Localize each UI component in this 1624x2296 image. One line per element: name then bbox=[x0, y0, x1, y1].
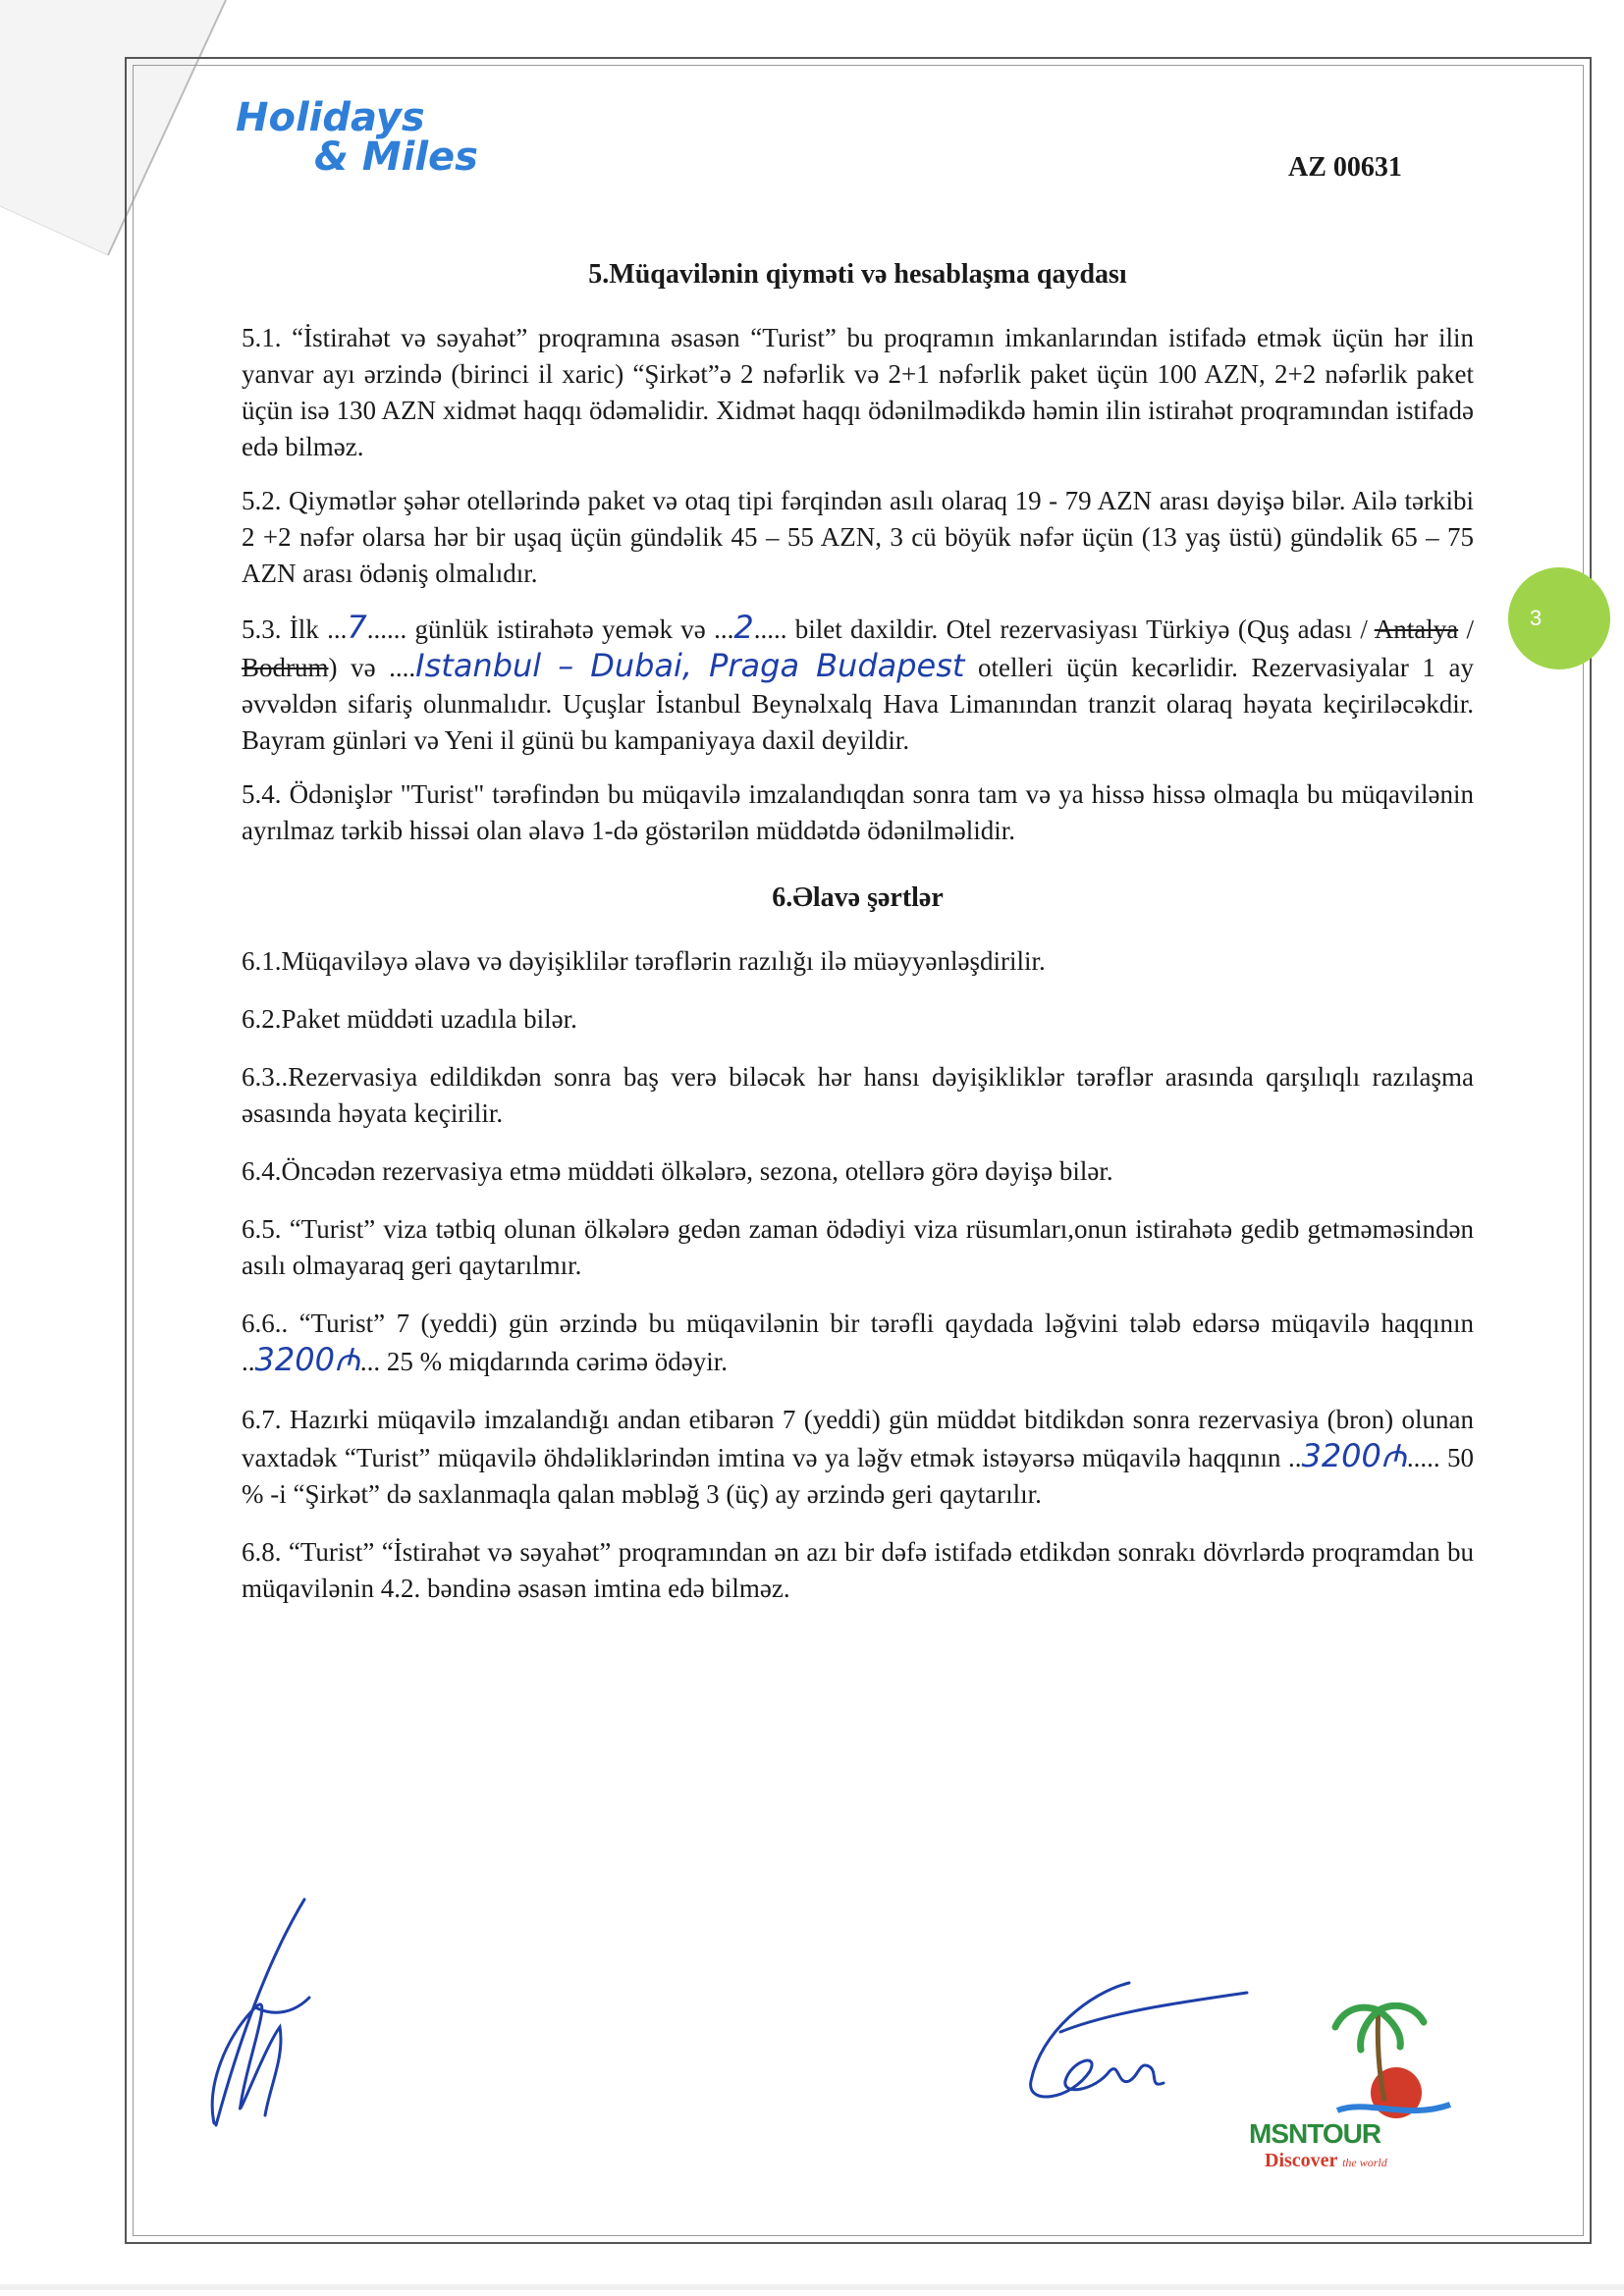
clause-5-3-text-4: / bbox=[1458, 614, 1474, 644]
handwritten-amount-6-7: 3200₼ bbox=[1301, 1437, 1407, 1474]
logo-line-1: Holidays bbox=[236, 95, 425, 140]
contract-body bbox=[242, 257, 1474, 1629]
page-number-badge bbox=[1508, 567, 1610, 669]
clause-5-3-text-2: ...... günlük istirahətə yemək və ... bbox=[366, 614, 734, 644]
struck-antalya: Antalya bbox=[1374, 614, 1459, 644]
page-number: 3 bbox=[1530, 606, 1543, 630]
clause-5-3-text-6: otelleri üçün kecərlidir. Rezervasiyalar 1 ay əvvəldən sifariş olunmalıdır. Uçuşlar İstanbul Beynəlxalq Hava Limanından tranzit olaraq həyata keçiriləcəkdir. Bayram günləri və Yeni il günü bu kampaniyaya daxil deyildir. bbox=[242, 653, 1474, 755]
clause-6-3: 6.3..Rezervasiya edildikdən sonra baş verə biləcək hər hansı dəyişikliklər tərəflər arasında qarşılıqlı razılaşma əsasında həyata keçirilir. bbox=[242, 1062, 1474, 1128]
clause-6-6-text-1: 6.6.. “Turist” 7 (yeddi) gün ərzində bu müqavilənin bir tərəfli qaydada ləğvini tələb edərsə müqavilə haqqının .. bbox=[242, 1308, 1474, 1376]
clause-6-2: 6.2.Paket müddəti uzadıla bilər. bbox=[242, 1004, 577, 1034]
clause-6-1: 6.1.Müqaviləyə əlavə və dəyişiklilər tərəflərin razılığı ilə müəyyənləşdirilir. bbox=[242, 946, 1046, 976]
stamp-brand-name: MSNTOUR bbox=[1249, 2118, 1381, 2149]
clause-6-7 bbox=[242, 1402, 1474, 1513]
stamp-tagline-main: Discover bbox=[1265, 2150, 1338, 2171]
section-5-title: 5.Müqavilənin qiyməti və hesablaşma qaydası bbox=[588, 259, 1127, 290]
signature-right bbox=[1001, 1973, 1267, 2120]
stamp-tagline-small: the world bbox=[1342, 2156, 1387, 2169]
clause-6-6-text-2: ... 25 % miqdarında cərimə ödəyir. bbox=[359, 1347, 728, 1376]
clause-5-2: 5.2. Qiymətlər şəhər otellərində paket və otaq tipi fərqindən asılı olaraq 19 - 79 AZN arası dəyişə bilər. Ailə tərkibi 2 +2 nəfər olarsa hər bir uşaq üçün gündəlik 45 – 55 AZN, 3 cü böyük nəfər üçün (13 yaş üstü) gündəlik 65 – 75 AZN arası ödəniş olmalıdır. bbox=[242, 486, 1474, 588]
clause-6-6 bbox=[242, 1306, 1474, 1380]
stamp-tagline bbox=[1265, 2150, 1387, 2172]
palm-sun-icon bbox=[1249, 2002, 1455, 2120]
struck-bodrum: Bodrum bbox=[242, 653, 329, 682]
clause-5-3-text-1: 5.3. İlk ... bbox=[242, 614, 348, 644]
handwritten-amount-6-6: 3200₼ bbox=[254, 1341, 360, 1378]
signature-left bbox=[187, 1890, 334, 2145]
handwritten-days: 7 bbox=[347, 609, 367, 646]
clause-6-7-text-2: ..... 50 % -i “Şirkət” də saxlanmaqla qalan məbləğ 3 (üç) ay ərzində geri qaytarılır. bbox=[242, 1443, 1474, 1509]
clause-5-3 bbox=[242, 610, 1474, 759]
clause-6-7-text-1: 6.7. Hazırki müqavilə imzalandığı andan etibarən 7 (yeddi) gün müddət bitdikdən sonra rezervasiya (bron) olunan vaxtadək “Turist” müqavilə öhdəliklərindən imtina və ya ləğv etmək istəyərsə müqavilə haqqının .. bbox=[242, 1405, 1474, 1472]
document-number: AZ 00631 bbox=[1288, 152, 1402, 183]
msntour-stamp bbox=[1249, 2002, 1455, 2189]
handwritten-tickets: 2 bbox=[733, 609, 754, 646]
handwritten-cities: Istanbul – Dubai, Praga Budapest bbox=[415, 647, 965, 684]
clause-6-8: 6.8. “Turist” “İstirahət və səyahət” proqramından ən azı bir dəfə istifadə etdikdən sonrakı dövrlərdə proqramdan bu müqavilənin 4.2. bəndinə əsasən imtina edə bilməz. bbox=[242, 1537, 1474, 1603]
clause-6-5: 6.5. “Turist” viza tətbiq olunan ölkələrə gedən zaman ödədiyi viza rüsumları,onun istirahətə gedib getməməsindən asılı olmayaraq geri qaytarılmır. bbox=[242, 1214, 1474, 1280]
clause-5-3-text-5: ) və .... bbox=[328, 653, 416, 682]
clause-5-1: 5.1. “İstirahət və səyahət” proqramına əsasən “Turist” bu proqramın imkanlarından istifadə etmək üçün hər ilin yanvar ayı ərzində (birinci il xaric) “Şirkət”ə 2 nəfərlik və 2+1 nəfərlik paket üçün 100 AZN, 2+2 nəfərlik paket üçün isə 130 AZN xidmət haqqı ödəməlidir. Xidmət haqqı ödənilmədikdə həmin ilin istirahət proqramından istifadə edə bilməz. bbox=[242, 323, 1474, 461]
clause-5-3-text-3: ..... bilet daxildir. Otel rezervasiyası Türkiyə (Quş adası / bbox=[753, 614, 1375, 644]
clause-6-4: 6.4.Öncədən rezervasiya etmə müddəti ölkələrə, sezona, otellərə görə dəyişə bilər. bbox=[242, 1156, 1113, 1186]
clause-5-4: 5.4. Ödənişlər "Turist" tərəfindən bu müqavilə imzalandıqdan sonra tam və ya hissə hissə olmaqla bu müqavilənin ayrılmaz tərkib hissəi olan əlavə 1-də göstərilən müddətdə ödənilməlidir. bbox=[242, 779, 1474, 845]
section-6-title: 6.Əlavə şərtlər bbox=[772, 882, 944, 913]
logo-line-2: & Miles bbox=[314, 134, 478, 180]
holidays-miles-logo bbox=[236, 95, 478, 180]
